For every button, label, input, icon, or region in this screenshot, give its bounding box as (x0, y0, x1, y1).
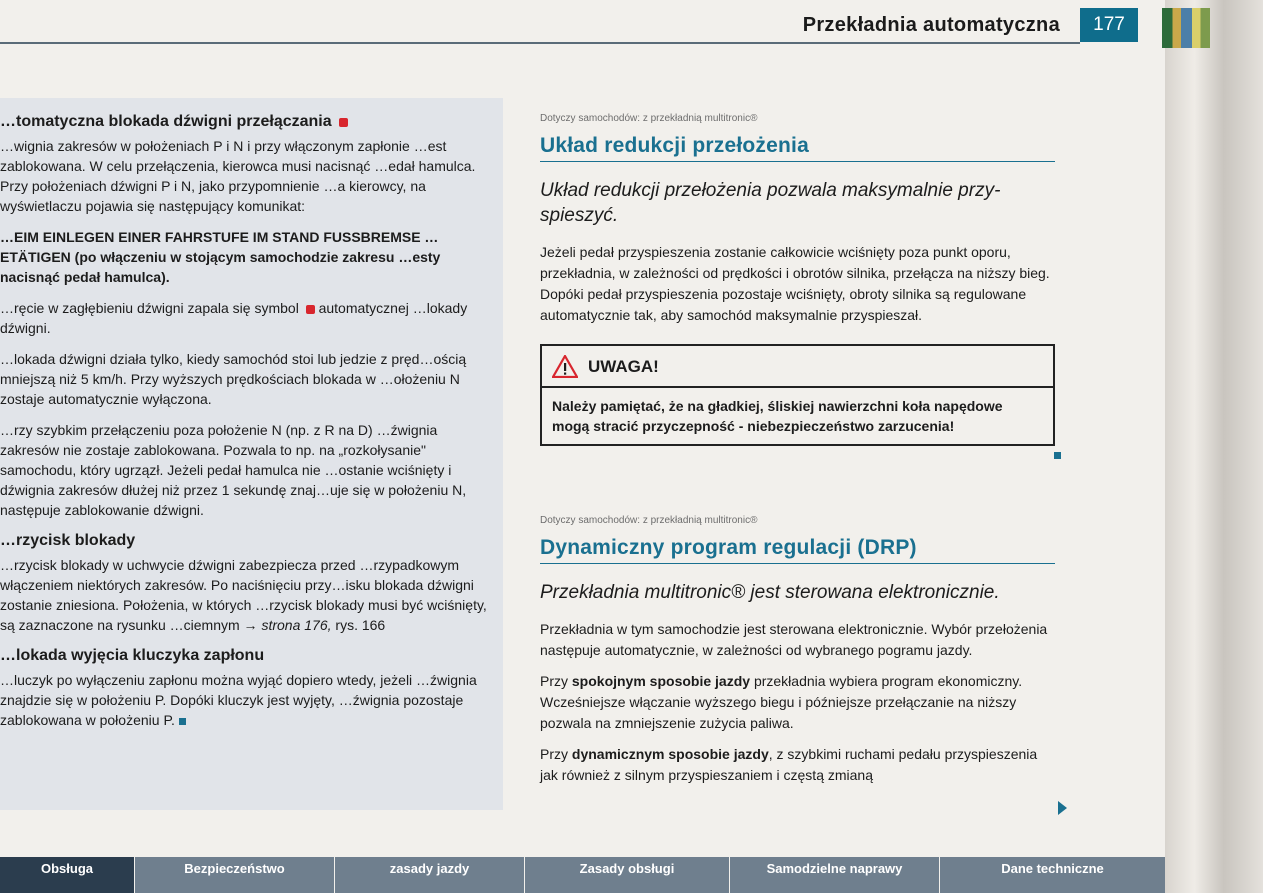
page-number: 177 (1080, 8, 1138, 42)
end-marker-icon (179, 718, 186, 725)
page-edge (1165, 0, 1263, 893)
shift-lock-icon (339, 118, 348, 127)
page-header-title: Przekładnia automatyczna (802, 14, 1060, 36)
display-message: …EIM EINLEGEN EINER FAHRSTUFE IM STAND FUSSBREMSE …ETÄTIGEN (po włączeniu w stojącym samochodzie zakresu …esty nacisnąć pedał hamulca). (0, 229, 441, 285)
section-tab-strip (1162, 8, 1210, 48)
warning-header (542, 346, 1053, 388)
paragraph: …rzycisk blokady w uchwycie dźwigni zabezpiecza przed …rzypadkowym włączeniem niektórych zakresów. Po naciśnięciu przy…isku blokada dźwigni zostanie zniesiona. Położenia, w których …rzycisk blokady musi być wciśnięty, są zaznaczone na rysunku …ciemnym → strona 176, rys. 166 (0, 557, 487, 633)
footer-tab-obsluga[interactable]: Obsługa (0, 857, 135, 893)
right-column (540, 108, 1055, 796)
warning-title: UWAGA! (588, 356, 659, 376)
section-heading-shift-lock: …tomatyczna blokada dźwigni przełączania (0, 112, 498, 132)
section-end-marker-icon (1054, 452, 1061, 459)
page-reference-link[interactable]: strona 176, (261, 617, 332, 633)
section-heading-key-lock: …lokada wyjęcia kluczyka zapłonu (0, 647, 265, 664)
left-column (0, 102, 498, 741)
paragraph: …wignia zakresów w położeniach P i N i przy włączonym zapłonie …est zablokowana. W celu przełączenia, kierowca musi nacisnąć …edał hamulca. Przy położeniach dźwigni P i N, jako przypomnienie …a kierowcy, na wyświetlaczu pojawia się następujący komunikat: (0, 138, 476, 214)
paragraph: …ręcie w zagłębieniu dźwigni zapala się symbol automatycznej …lokady dźwigni. (0, 300, 468, 336)
lead-text: Układ redukcji przełożenia pozwala maksymalnie przyspieszyć. (540, 180, 1001, 226)
footer-navigation (0, 857, 1165, 893)
applicability-note: Dotyczy samochodów: z przekładnią multitronic® (540, 515, 758, 526)
paragraph: Przy dynamicznym sposobie jazdy, z szybkimi ruchami pedału przyspieszenia jak również z silnym przyspieszaniem i częstą zmianą (540, 746, 1038, 783)
footer-tab-samodzielne-naprawy[interactable]: Samodzielne naprawy (730, 857, 940, 893)
section-heading-drp: Dynamiczny program regulacji (DRP) (540, 537, 1055, 564)
paragraph: …rzy szybkim przełączeniu poza położenie N (np. z R na D) …źwignia zakresów nie zostaje zablokowana. Pozwala to np. na „rozkołysanie" samochodu, który ugrzązł. Jeżeli pedał hamulca nie …ostanie wciśnięty i dźwignia zakresów dłużej niż przez 1 sekundę znaj…uje się w położeniu N, następuje zablokowanie dźwigni. (0, 422, 467, 518)
paragraph: Jeżeli pedał przyspieszenia zostanie całkowicie wciśnięty poza punkt oporu, przekładnia, w zależności od prędkości i obrotów silnika, przełącza na niższy bieg. Dopóki pedał przyspieszenia pozostaje wciśnięty, obroty silnika są regulowane automatycznie tak, aby samochód maksymalnie przyspieszał. (540, 244, 1050, 323)
applicability-note: Dotyczy samochodów: z przekładnią multitronic® (540, 113, 758, 124)
warning-text: Należy pamiętać, że na gładkiej, śliskiej nawierzchni koła napędowe mogą stracić przyczepność - niebezpieczeństwo zarzucenia! (542, 388, 1053, 444)
section-heading-lock-button: …rzycisk blokady (0, 532, 136, 549)
footer-tab-bezpieczenstwo[interactable]: Bezpieczeństwo (135, 857, 335, 893)
footer-tab-dane-techniczne[interactable]: Dane techniczne (940, 857, 1165, 893)
warning-triangle-icon (552, 355, 578, 378)
paragraph: …luczyk po wyłączeniu zapłonu można wyjąć dopiero wtedy, jeżeli …źwignia znajdzie się w położeniu P. Dopóki kluczyk jest wyjęty, …źwignia pozostaje zablokowana w położeniu P. (0, 672, 477, 728)
section-heading-kickdown: Układ redukcji przełożenia (540, 135, 1055, 162)
shift-lock-icon (306, 305, 315, 314)
footer-tab-zasady-jazdy[interactable]: zasady jazdy (335, 857, 525, 893)
paragraph: Przy spokojnym sposobie jazdy przekładnia wybiera program ekonomiczny. Wcześniejsze włączanie wyższego biegu i późniejsze przełączanie na niższy pozwala na zmniejszenie zużycia paliwa. (540, 673, 1023, 731)
footer-tab-zasady-obslugi[interactable]: Zasady obsługi (525, 857, 730, 893)
continue-arrow-icon (1058, 801, 1067, 815)
lead-text: Przekładnia multitronic® jest sterowana elektronicznie. (540, 582, 1000, 603)
header-rule (0, 42, 1080, 44)
paragraph: Przekładnia w tym samochodzie jest sterowana elektronicznie. Wybór przełożenia następuje automatycznie, w zależności od wybranego pogramu jazdy. (540, 621, 1048, 658)
warning-box (540, 344, 1055, 446)
paragraph: …lokada dźwigni działa tylko, kiedy samochód stoi lub jedzie z pręd…ością mniejszą niż 5 km/h. Przy wyższych prędkościach blokada w …ołożeniu N zostaje automatycznie wyłączona. (0, 351, 467, 407)
